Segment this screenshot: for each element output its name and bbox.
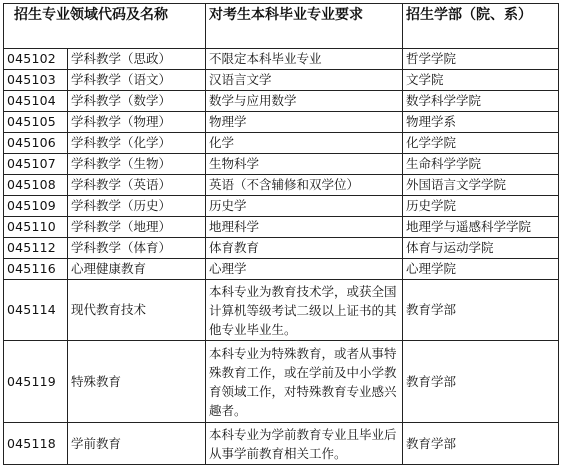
table-row	[4, 70, 559, 91]
table-row	[4, 49, 559, 70]
row-name: 学科教学（数学）	[68, 91, 206, 112]
row-code: 045102	[4, 49, 68, 70]
row-code: 045108	[4, 175, 68, 196]
row-department: 物理学系	[403, 112, 559, 133]
row-code: 045118	[4, 423, 68, 465]
row-requirement: 本科专业为特殊教育，或者从事特殊教育工作，或在学前及中小学教育领域工作，对特殊教育专业感兴趣者。	[206, 341, 403, 423]
row-code: 045112	[4, 238, 68, 259]
row-department: 地理学与遥感科学学院	[403, 217, 559, 238]
row-code: 045106	[4, 133, 68, 154]
row-requirement: 英语（不含辅修和双学位）	[206, 175, 403, 196]
table-row	[4, 196, 559, 217]
row-name: 心理健康教育	[68, 259, 206, 280]
row-department: 历史学院	[403, 196, 559, 217]
header-requirement: 对考生本科毕业专业要求	[206, 4, 403, 49]
row-requirement: 本科专业为教育技术学，或获全国计算机等级考试二级以上证书的其他专业毕业生。	[206, 280, 403, 341]
row-code: 045103	[4, 70, 68, 91]
row-department: 心理学院	[403, 259, 559, 280]
row-name: 学科教学（英语）	[68, 175, 206, 196]
row-name: 学科教学（思政）	[68, 49, 206, 70]
row-code: 045116	[4, 259, 68, 280]
row-name: 学科教学（语文）	[68, 70, 206, 91]
row-department: 文学院	[403, 70, 559, 91]
table-row	[4, 175, 559, 196]
row-requirement: 心理学	[206, 259, 403, 280]
row-requirement: 历史学	[206, 196, 403, 217]
row-name: 现代教育技术	[68, 280, 206, 341]
row-name: 学科教学（生物）	[68, 154, 206, 175]
table-row	[4, 217, 559, 238]
row-requirement: 数学与应用数学	[206, 91, 403, 112]
row-department: 体育与运动学院	[403, 238, 559, 259]
row-requirement: 汉语言文学	[206, 70, 403, 91]
header-department: 招生学部（院、系）	[403, 4, 559, 49]
row-code: 045109	[4, 196, 68, 217]
row-code: 045114	[4, 280, 68, 341]
table-row	[4, 112, 559, 133]
row-code: 045110	[4, 217, 68, 238]
row-name: 学科教学（化学）	[68, 133, 206, 154]
row-name: 特殊教育	[68, 341, 206, 423]
row-name: 学科教学（地理）	[68, 217, 206, 238]
table-row	[4, 154, 559, 175]
row-name: 学科教学（历史）	[68, 196, 206, 217]
row-name: 学前教育	[68, 423, 206, 465]
table-row	[4, 280, 559, 341]
row-requirement: 地理科学	[206, 217, 403, 238]
row-name: 学科教学（体育）	[68, 238, 206, 259]
row-requirement: 不限定本科毕业专业	[206, 49, 403, 70]
table-header-row	[4, 4, 559, 49]
row-department: 数学科学学院	[403, 91, 559, 112]
row-code: 045119	[4, 341, 68, 423]
row-department: 外国语言文学学院	[403, 175, 559, 196]
row-code: 045104	[4, 91, 68, 112]
row-department: 教育学部	[403, 423, 559, 465]
row-requirement: 体育教育	[206, 238, 403, 259]
row-department: 生命科学学院	[403, 154, 559, 175]
table-row	[4, 423, 559, 465]
row-code: 045107	[4, 154, 68, 175]
row-name: 学科教学（物理）	[68, 112, 206, 133]
header-code-name: 招生专业领域代码及名称	[4, 4, 206, 49]
table-row	[4, 91, 559, 112]
row-requirement: 本科专业为学前教育专业且毕业后从事学前教育相关工作。	[206, 423, 403, 465]
row-requirement: 化学	[206, 133, 403, 154]
row-code: 045105	[4, 112, 68, 133]
admission-table	[3, 3, 559, 465]
row-department: 哲学学院	[403, 49, 559, 70]
table-row	[4, 259, 559, 280]
row-requirement: 生物科学	[206, 154, 403, 175]
row-department: 教育学部	[403, 280, 559, 341]
row-department: 化学学院	[403, 133, 559, 154]
table-row	[4, 133, 559, 154]
row-department: 教育学部	[403, 341, 559, 423]
table-row	[4, 238, 559, 259]
row-requirement: 物理学	[206, 112, 403, 133]
table-row	[4, 341, 559, 423]
